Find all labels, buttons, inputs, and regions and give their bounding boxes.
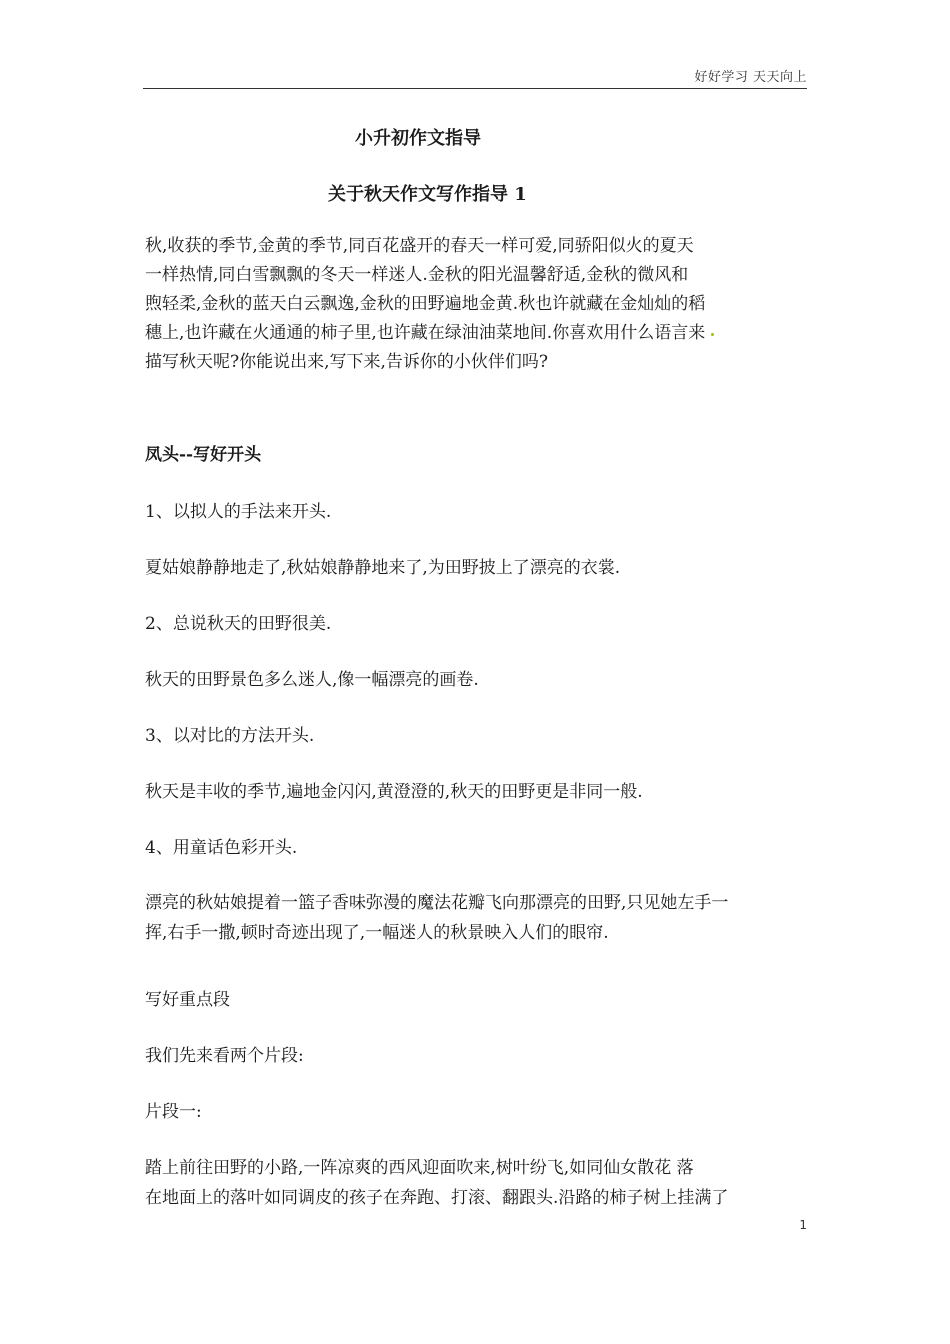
item-example: 秋天是丰收的季节,遍地金闪闪,黄澄澄的,秋天的田野更是非同一般.	[145, 782, 643, 802]
key-paragraph-heading: 写好重点段	[145, 990, 230, 1010]
intro-line: 秋,收获的季节,金黄的季节,同百花盛开的春天一样可爱,同骄阳似火的夏天	[145, 236, 694, 256]
intro-line: 一样热情,同白雪飘飘的冬天一样迷人.金秋的阳光温馨舒适,金秋的微风和	[145, 265, 689, 285]
fragment-line: 在地面上的落叶如同调皮的孩子在奔跑、打滚、翻跟头.沿路的柿子树上挂满了	[145, 1188, 729, 1208]
mark-dot	[711, 333, 714, 336]
header-divider	[143, 88, 807, 89]
fairy-line: 漂亮的秋姑娘提着一篮子香味弥漫的魔法花瓣飞向那漂亮的田野,只见她左手一	[145, 893, 729, 913]
item-label: 3、以对比的方法开头.	[145, 726, 315, 746]
fragment-one-label: 片段一:	[145, 1102, 202, 1122]
header-motto: 好好学习 天天向上	[694, 70, 807, 85]
page-number: 1	[799, 1218, 807, 1232]
fragment-line: 踏上前往田野的小路,一阵凉爽的西风迎面吹来,树叶纷飞,如同仙女散花 落	[145, 1158, 694, 1178]
item-example: 夏姑娘静静地走了,秋姑娘静静地来了,为田野披上了漂亮的衣裳.	[145, 558, 621, 578]
fairy-line: 挥,右手一撒,顿时奇迹出现了,一幅迷人的秋景映入人们的眼帘.	[145, 923, 609, 943]
intro-line: 煦轻柔,金秋的蓝天白云飘逸,金秋的田野遍地金黄.秋也许就藏在金灿灿的稻	[145, 294, 706, 314]
page-title: 小升初作文指导	[355, 128, 481, 149]
fairy-paragraph	[145, 888, 805, 948]
intro-line-with-mark	[145, 319, 805, 348]
item-label: 2、总说秋天的田野很美.	[145, 614, 332, 634]
intro-paragraph	[145, 232, 805, 377]
intro-line: 描写秋天呢?你能说出来,写下来,告诉你的小伙伴们吗?	[145, 352, 549, 372]
intro-line-text: 穗上,也许藏在火通通的柿子里,也许藏在绿油油菜地间.你喜欢用什么语言来	[145, 323, 706, 343]
item-example: 秋天的田野景色多么迷人,像一幅漂亮的画卷.	[145, 670, 479, 690]
section-heading: 凤头--写好开头	[145, 445, 262, 465]
item-label: 1、以拟人的手法来开头.	[145, 502, 332, 522]
fragment-one-paragraph	[145, 1153, 805, 1213]
item-label: 4、用童话色彩开头.	[145, 838, 298, 858]
page-subtitle: 关于秋天作文写作指导 1	[328, 184, 527, 205]
fragments-intro: 我们先来看两个片段:	[145, 1046, 304, 1066]
